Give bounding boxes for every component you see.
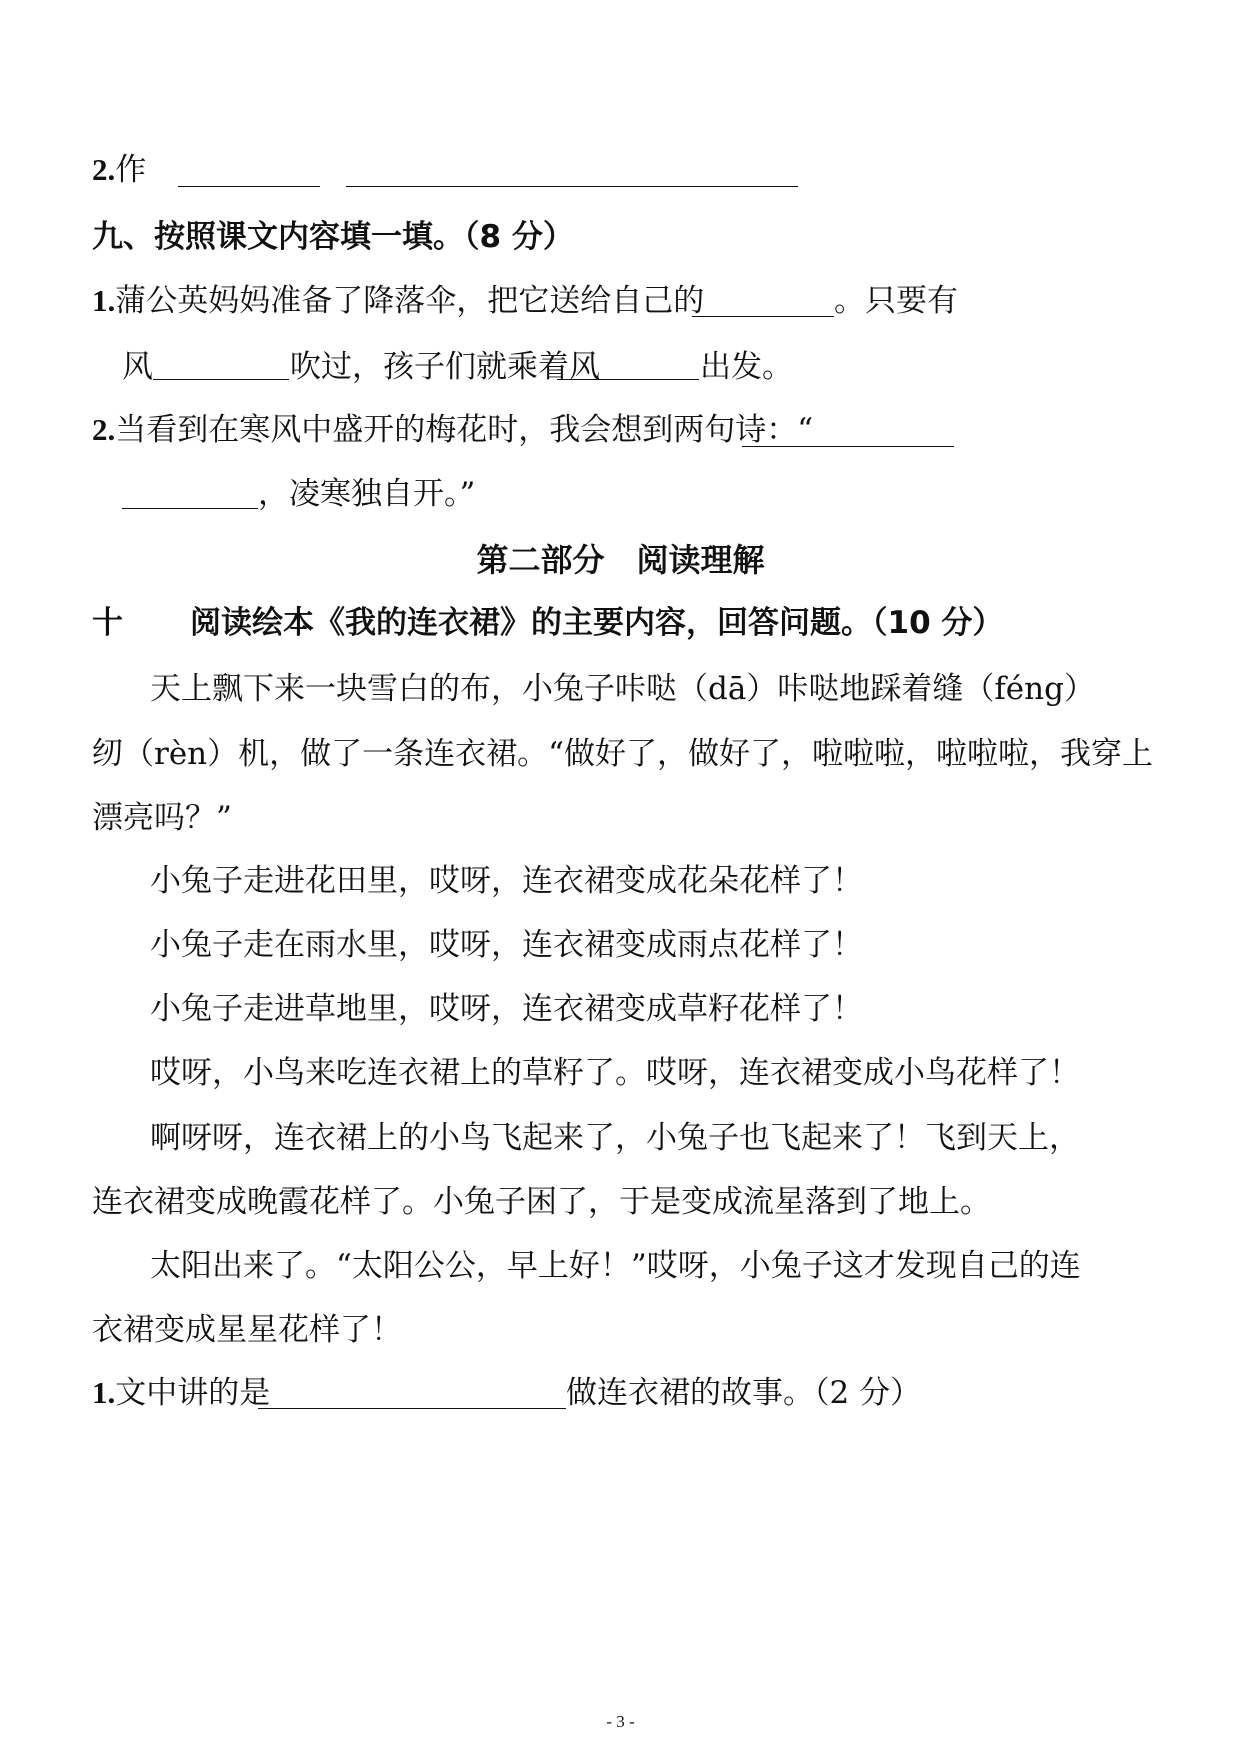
question-text: 当看到在寒风中盛开的梅花时，我会想到两句诗：“ xyxy=(115,412,814,448)
question-number: 2. xyxy=(92,152,116,187)
question-text: 出发。 xyxy=(700,349,793,385)
question-9-2-line-1 xyxy=(92,410,813,450)
answer-blank[interactable] xyxy=(178,186,320,187)
question-10-1 xyxy=(92,1373,270,1413)
question-number: 1. xyxy=(92,1375,116,1410)
passage-line: 太阳出来了。“太阳公公，早上好！”哎呀，小兔子这才发现自己的连 xyxy=(150,1248,1081,1284)
section-10-title: 阅读绘本《我的连衣裙》的主要内容，回答问题。（10 分） xyxy=(190,605,1004,641)
answer-blank[interactable] xyxy=(742,446,954,447)
question-text: 做连衣裙的故事。（2 分） xyxy=(566,1375,922,1411)
question-text: 蒲公英妈妈准备了降落伞，把它送给自己的 xyxy=(115,283,705,319)
passage-line: 漂亮吗？” xyxy=(92,800,232,836)
passage-line: 小兔子走进草地里，哎呀，连衣裙变成草籽花样了！ xyxy=(150,991,863,1027)
question-text: ，凌寒独自开。” xyxy=(258,476,476,512)
passage-line: 纫（rèn）机，做了一条连衣裙。“做好了，做好了，啦啦啦，啦啦啦，我穿上 xyxy=(92,736,1153,772)
passage-line: 衣裙变成星星花样了！ xyxy=(92,1312,402,1348)
passage-line: 天上飘下来一块雪白的布，小兔子咔哒（dā）咔哒地踩着缝（féng） xyxy=(150,671,1095,707)
answer-blank[interactable] xyxy=(692,316,834,317)
passage-line: 连衣裙变成晚霞花样了。小兔子困了，于是变成流星落到了地上。 xyxy=(92,1184,991,1220)
page-number: - 3 - xyxy=(606,1712,635,1731)
passage-line: 小兔子走进花田里，哎呀，连衣裙变成花朵花样了！ xyxy=(150,863,863,899)
answer-blank[interactable] xyxy=(153,379,289,380)
answer-blank[interactable] xyxy=(557,379,699,380)
section-9-title: 九、按照课文内容填一填。（8 分） xyxy=(92,219,574,255)
answer-blank[interactable] xyxy=(122,508,258,509)
answer-blank[interactable] xyxy=(258,1408,566,1409)
question-text: 吹过，孩子们就乘着风 xyxy=(290,349,600,385)
passage-line: 啊呀呀，连衣裙上的小鸟飞起来了，小兔子也飞起来了！飞到天上， xyxy=(150,1120,1080,1156)
question-number: 1. xyxy=(92,283,116,318)
question-text: 。只要有 xyxy=(834,283,958,319)
answer-blank[interactable] xyxy=(346,186,798,187)
question-text: 作 xyxy=(115,152,147,188)
question-text: 文中讲的是 xyxy=(115,1375,271,1411)
passage-line: 小兔子走在雨水里，哎呀，连衣裙变成雨点花样了！ xyxy=(150,927,863,963)
question-number: 2. xyxy=(92,412,116,447)
question-8-2 xyxy=(92,150,146,190)
part-two-title: 第二部分 阅读理解 xyxy=(476,541,765,579)
question-text: 风 xyxy=(122,349,153,385)
passage-line: 哎呀，小鸟来吃连衣裙上的草籽了。哎呀，连衣裙变成小鸟花样了！ xyxy=(150,1055,1080,1091)
section-10-label: 十 xyxy=(92,605,123,641)
question-9-1-line-1 xyxy=(92,281,704,321)
